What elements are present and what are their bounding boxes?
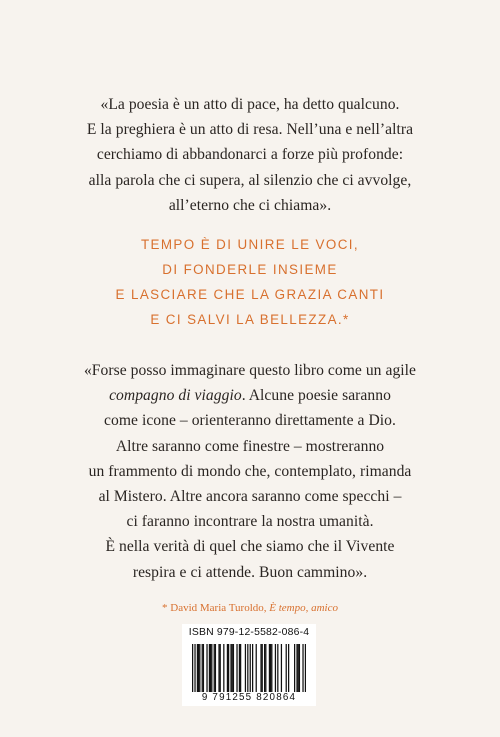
- barcode-bar: [202, 644, 203, 692]
- barcode-bar: [236, 644, 237, 692]
- barcode-bar: [220, 644, 221, 692]
- quote2-line: Altre saranno come finestre – mostreranno: [115, 437, 385, 455]
- barcode-bar: [265, 644, 266, 692]
- footnote-credit: [0, 602, 500, 614]
- barcode-bar: [275, 644, 276, 692]
- quote2-line: al Mistero. Altre ancora saranno come specchi –: [98, 488, 402, 506]
- quote2-line: [0, 383, 500, 408]
- quote1-line: E la preghiera è un atto di resa. Nell’una e nell’altra: [86, 121, 414, 139]
- barcode-bar: [269, 644, 270, 692]
- barcode-bar: [218, 644, 219, 692]
- barcode-bar: [192, 644, 193, 692]
- quote1-line: cerchiamo di abbandonarci a forze più profonde:: [96, 146, 404, 164]
- quote-paragraph-2: [0, 358, 500, 585]
- barcode-bar: [302, 644, 303, 692]
- barcode-bar: [232, 644, 233, 692]
- quote2-line: È nella verità di quel che siamo che il Vivente: [105, 538, 395, 556]
- verse-line: DI FONDERLE INSIEME: [162, 262, 338, 277]
- verse-line: E LASCIARE CHE LA GRAZIA CANTI: [115, 287, 385, 302]
- barcode-bar: [288, 644, 289, 692]
- quote2-line: «Forse posso immaginare questo libro come un agile: [83, 362, 417, 379]
- quote2-line-rest: . Alcune poesie saranno: [241, 387, 391, 405]
- barcode-bar: [209, 644, 210, 692]
- quote2-line: respira e ci attende. Buon cammino».: [132, 563, 368, 581]
- barcode-bar: [286, 644, 287, 692]
- barcode-bar: [203, 644, 204, 692]
- barcode-bar: [206, 644, 207, 692]
- barcode-digits: 9 791255 820864: [201, 692, 297, 703]
- barcode-bar: [277, 644, 278, 692]
- barcode-bar: [294, 644, 295, 692]
- barcode-bars: [192, 644, 306, 692]
- barcode-bar: [252, 644, 253, 692]
- barcode-bar: [271, 644, 272, 692]
- barcode-bar: [233, 644, 234, 692]
- barcode-bar: [299, 644, 300, 692]
- quote-paragraph-1: [0, 92, 500, 218]
- barcode-bar: [211, 644, 212, 692]
- barcode-bar: [198, 644, 199, 692]
- barcode-bar: [214, 644, 215, 692]
- barcode-bar: [250, 644, 251, 692]
- barcode-bar: [228, 644, 229, 692]
- barcode-bar: [305, 644, 306, 692]
- italic-phrase: compagno di viaggio: [109, 387, 242, 405]
- barcode-bar: [239, 644, 240, 692]
- barcode-bar: [247, 644, 248, 692]
- barcode-bar: [296, 644, 297, 692]
- barcode-bar: [256, 644, 257, 692]
- credit-title: È tempo, amico: [269, 602, 338, 614]
- barcode-bar: [270, 644, 271, 692]
- verse-highlight: [0, 232, 500, 332]
- barcode-bar: [194, 644, 195, 692]
- barcode-bar: [210, 644, 211, 692]
- quote2-line: ci faranno incontrare la nostra umanità.: [126, 513, 374, 531]
- barcode-bar: [262, 644, 263, 692]
- quote2-line: come icone – orienteranno direttamente a Dio.: [104, 412, 396, 430]
- barcode-bar: [264, 644, 265, 692]
- verse-line: TEMPO È DI UNIRE LE VOCI,: [140, 237, 360, 252]
- credit-author: David Maria Turoldo,: [170, 602, 267, 614]
- barcode-bar: [260, 644, 261, 692]
- barcode-bar: [245, 644, 246, 692]
- isbn-label: ISBN 979-12-5582-086-4: [188, 627, 310, 638]
- footnote-asterisk: *: [162, 602, 168, 614]
- quote1-line: «La poesia è un atto di pace, ha detto qualcuno.: [100, 96, 400, 113]
- quote1-line: all’eterno che ci chiama».: [168, 196, 332, 214]
- quote1-line: alla parola che ci supera, al silenzio che ci avvolge,: [88, 171, 412, 189]
- barcode-bar: [281, 644, 282, 692]
- barcode-bar: [215, 644, 216, 692]
- barcode-bar: [240, 644, 241, 692]
- quote2-line: un frammento di mondo che, contemplato, rimanda: [88, 462, 412, 480]
- barcode-bar: [298, 644, 299, 692]
- barcode-bar: [230, 644, 231, 692]
- barcode-bar: [227, 644, 228, 692]
- isbn-barcode: [182, 624, 316, 706]
- verse-line: E CI SALVI LA BELLEZZA.*: [150, 312, 350, 327]
- barcode-bar: [199, 644, 200, 692]
- barcode-bar: [197, 644, 198, 692]
- barcode-bar: [223, 644, 224, 692]
